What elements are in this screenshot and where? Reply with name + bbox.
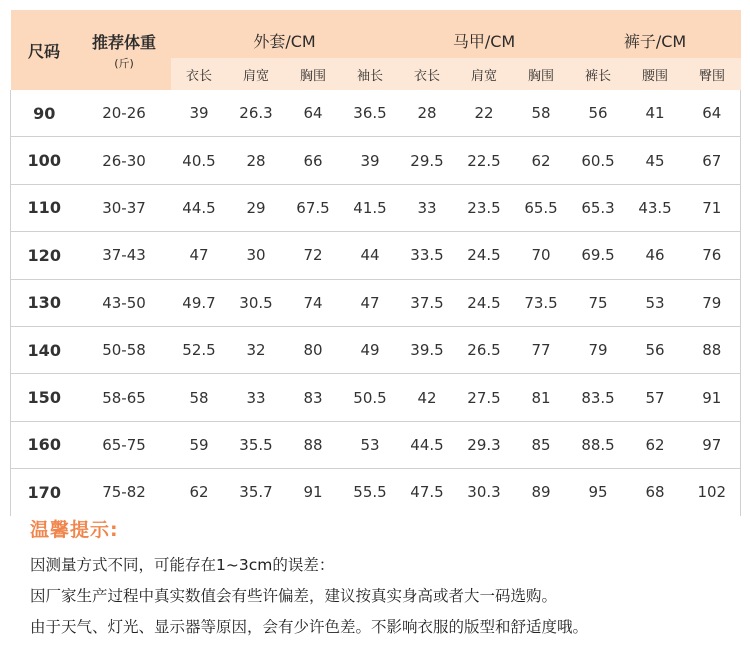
weight-cell: 43-50 bbox=[78, 279, 171, 326]
measurement-cell: 47 bbox=[342, 279, 399, 326]
measurement-cell: 75 bbox=[570, 279, 627, 326]
measurement-cell: 79 bbox=[570, 326, 627, 373]
measurement-cell: 39 bbox=[342, 137, 399, 184]
measurement-cell: 29.5 bbox=[399, 137, 456, 184]
measurement-cell: 46 bbox=[627, 232, 684, 279]
measurement-cell: 24.5 bbox=[456, 279, 513, 326]
measurement-cell: 39.5 bbox=[399, 326, 456, 373]
weight-cell: 75-82 bbox=[102, 483, 146, 502]
measurement-cell: 33.5 bbox=[399, 232, 456, 279]
measurement-cell: 79 bbox=[684, 279, 741, 326]
tips-section bbox=[30, 515, 588, 643]
subheader-cell: 肩宽 bbox=[228, 58, 285, 90]
measurement-cell: 83 bbox=[285, 374, 342, 421]
subheader-cell: 臀围 bbox=[684, 58, 741, 90]
subheader-cell: 胸围 bbox=[285, 58, 342, 90]
measurement-cell: 49 bbox=[342, 326, 399, 373]
measurement-cell: 68 bbox=[645, 483, 665, 502]
weight-column-header bbox=[78, 10, 171, 90]
measurement-cell: 80 bbox=[285, 326, 342, 373]
measurement-cell: 26.3 bbox=[228, 90, 285, 137]
measurement-cell: 24.5 bbox=[456, 232, 513, 279]
measurement-cell: 49.7 bbox=[171, 279, 228, 326]
measurement-cell: 50.5 bbox=[342, 374, 399, 421]
measurement-cell: 33 bbox=[228, 374, 285, 421]
measurement-cell: 36.5 bbox=[342, 90, 399, 137]
measurement-cell: 52.5 bbox=[171, 326, 228, 373]
subheader-cell: 腰围 bbox=[627, 58, 684, 90]
size-cell: 170 bbox=[11, 469, 78, 516]
measurement-cell: 58 bbox=[171, 374, 228, 421]
size-chart bbox=[10, 10, 740, 516]
measurement-cell: 67 bbox=[684, 137, 741, 184]
measurement-cell: 71 bbox=[684, 184, 741, 231]
measurement-cell: 39 bbox=[171, 90, 228, 137]
coat-group-header: 外套/CM bbox=[253, 32, 316, 51]
measurement-cell: 42 bbox=[399, 374, 456, 421]
weight-cell: 26-30 bbox=[78, 137, 171, 184]
size-column-header: 尺码 bbox=[27, 41, 60, 61]
measurement-cell: 66 bbox=[285, 137, 342, 184]
subheader-cell: 裤长 bbox=[570, 58, 627, 90]
measurement-cell: 65.5 bbox=[513, 184, 570, 231]
measurement-cell: 35.5 bbox=[228, 421, 285, 468]
subheader-cell: 衣长 bbox=[399, 58, 456, 90]
weight-cell: 58-65 bbox=[78, 374, 171, 421]
measurement-cell: 32 bbox=[228, 326, 285, 373]
measurement-cell: 41 bbox=[627, 90, 684, 137]
measurement-cell: 22.5 bbox=[456, 137, 513, 184]
measurement-cell: 70 bbox=[513, 232, 570, 279]
measurement-cell: 41.5 bbox=[342, 184, 399, 231]
tip-line: 因测量方式不同，可能存在1~3cm的误差： bbox=[30, 556, 335, 574]
measurement-cell: 83.5 bbox=[570, 374, 627, 421]
measurement-cell: 89 bbox=[531, 483, 551, 502]
vest-group-header: 马甲/CM bbox=[452, 32, 516, 51]
weight-cell: 50-58 bbox=[78, 326, 171, 373]
measurement-cell: 62 bbox=[627, 421, 684, 468]
measurement-cell: 47 bbox=[171, 232, 228, 279]
tip-line: 因厂家生产过程中真实数值会有些许偏差，建议按真实身高或者大一码选购。 bbox=[30, 587, 558, 605]
table-row bbox=[11, 279, 741, 326]
size-cell: 120 bbox=[11, 232, 78, 279]
measurement-cell: 91 bbox=[684, 374, 741, 421]
measurement-cell: 88 bbox=[285, 421, 342, 468]
measurement-cell: 29 bbox=[228, 184, 285, 231]
measurement-cell: 62 bbox=[513, 137, 570, 184]
measurement-cell: 55.5 bbox=[353, 483, 387, 502]
pants-group-header: 裤子/CM bbox=[623, 32, 687, 51]
size-table bbox=[10, 10, 741, 516]
weight-cell: 30-37 bbox=[78, 184, 171, 231]
subheader-cell: 衣长 bbox=[171, 58, 228, 90]
measurement-cell: 44.5 bbox=[399, 421, 456, 468]
measurement-cell: 56 bbox=[570, 90, 627, 137]
measurement-cell: 47.5 bbox=[410, 483, 444, 502]
size-cell: 110 bbox=[11, 184, 78, 231]
measurement-cell: 77 bbox=[513, 326, 570, 373]
measurement-cell: 23.5 bbox=[456, 184, 513, 231]
size-cell: 130 bbox=[11, 279, 78, 326]
measurement-cell: 102 bbox=[684, 469, 741, 516]
measurement-cell: 88 bbox=[684, 326, 741, 373]
measurement-cell: 64 bbox=[285, 90, 342, 137]
measurement-cell: 72 bbox=[285, 232, 342, 279]
measurement-cell: 97 bbox=[684, 421, 741, 468]
measurement-cell: 44 bbox=[342, 232, 399, 279]
measurement-cell: 45 bbox=[627, 137, 684, 184]
measurement-cell: 64 bbox=[684, 90, 741, 137]
measurement-cell: 43.5 bbox=[627, 184, 684, 231]
measurement-cell: 57 bbox=[627, 374, 684, 421]
measurement-cell: 73.5 bbox=[513, 279, 570, 326]
measurement-cell: 74 bbox=[285, 279, 342, 326]
measurement-cell: 30.5 bbox=[228, 279, 285, 326]
measurement-cell: 27.5 bbox=[456, 374, 513, 421]
subheader-cell: 肩宽 bbox=[456, 58, 513, 90]
table-row bbox=[11, 421, 741, 468]
measurement-cell: 44.5 bbox=[171, 184, 228, 231]
tips-title: 温馨提示: bbox=[30, 519, 119, 541]
table-row bbox=[11, 232, 741, 279]
measurement-cell: 40.5 bbox=[171, 137, 228, 184]
measurement-cell: 56 bbox=[627, 326, 684, 373]
subheader-cell: 袖长 bbox=[342, 58, 399, 90]
measurement-cell: 91 bbox=[303, 483, 323, 502]
subheader-cell: 胸围 bbox=[513, 58, 570, 90]
table-row bbox=[11, 137, 741, 184]
weight-unit: (斤) bbox=[114, 56, 134, 70]
table-row bbox=[11, 90, 741, 137]
table-row bbox=[11, 184, 741, 231]
size-cell: 90 bbox=[11, 90, 78, 137]
table-row bbox=[11, 326, 741, 373]
tip-line: 由于天气、灯光、显示器等原因，会有少许色差。不影响衣服的版型和舒适度哦。 bbox=[30, 618, 589, 636]
weight-cell: 65-75 bbox=[78, 421, 171, 468]
size-cell: 100 bbox=[11, 137, 78, 184]
measurement-cell: 30 bbox=[228, 232, 285, 279]
size-cell: 160 bbox=[11, 421, 78, 468]
table-row bbox=[11, 374, 741, 421]
measurement-cell: 30.3 bbox=[467, 483, 501, 502]
measurement-cell: 26.5 bbox=[456, 326, 513, 373]
measurement-cell: 33 bbox=[399, 184, 456, 231]
measurement-cell: 58 bbox=[513, 90, 570, 137]
weight-cell: 20-26 bbox=[78, 90, 171, 137]
measurement-cell: 28 bbox=[228, 137, 285, 184]
measurement-cell: 76 bbox=[684, 232, 741, 279]
measurement-cell: 60.5 bbox=[570, 137, 627, 184]
measurement-cell: 28 bbox=[399, 90, 456, 137]
measurement-cell: 37.5 bbox=[399, 279, 456, 326]
measurement-cell: 88.5 bbox=[570, 421, 627, 468]
measurement-cell: 29.3 bbox=[456, 421, 513, 468]
table-body bbox=[11, 90, 741, 516]
measurement-cell: 65.3 bbox=[570, 184, 627, 231]
measurement-cell: 81 bbox=[513, 374, 570, 421]
measurement-cell: 53 bbox=[342, 421, 399, 468]
measurement-cell: 35.7 bbox=[239, 483, 273, 502]
measurement-cell: 85 bbox=[513, 421, 570, 468]
measurement-cell: 95 bbox=[588, 483, 608, 502]
measurement-cell: 69.5 bbox=[570, 232, 627, 279]
measurement-cell: 59 bbox=[171, 421, 228, 468]
measurement-cell: 67.5 bbox=[285, 184, 342, 231]
measurement-cell: 22 bbox=[456, 90, 513, 137]
size-cell: 140 bbox=[11, 326, 78, 373]
measurement-cell: 62 bbox=[189, 483, 209, 502]
measurement-cell: 53 bbox=[627, 279, 684, 326]
weight-label: 推荐体重 bbox=[91, 32, 156, 52]
size-cell: 150 bbox=[11, 374, 78, 421]
weight-cell: 37-43 bbox=[78, 232, 171, 279]
table-row bbox=[11, 469, 741, 516]
